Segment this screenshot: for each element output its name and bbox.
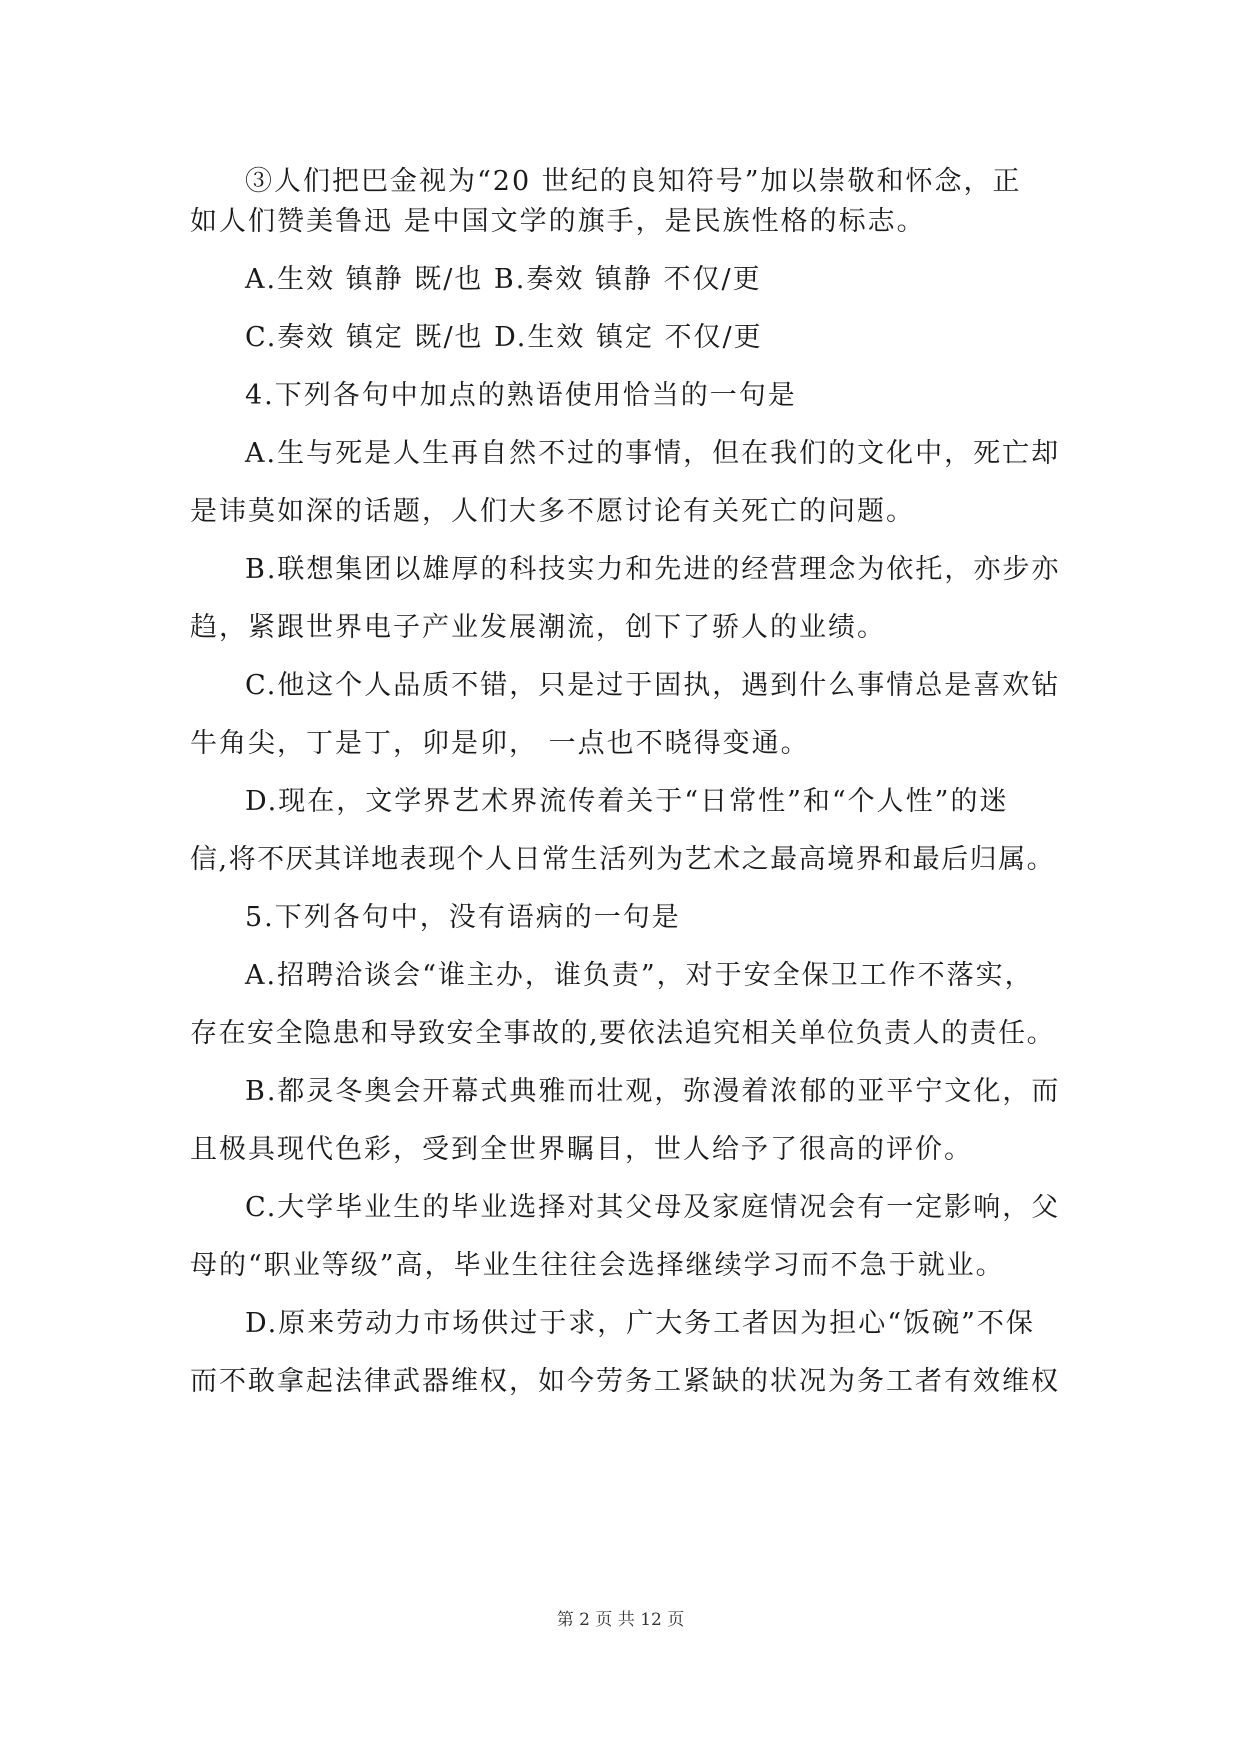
- text-line: ③人们把巴金视为“20 世纪的良知符号”加以崇敬和怀念，正: [245, 166, 1022, 197]
- text-line: 而不敢拿起法律武器维权，如今劳务工紧缺的状况为务工者有效维权: [190, 1366, 1060, 1397]
- option-line: C.奏效 镇定 既/也 D.生效 镇定 不仅/更: [245, 322, 763, 353]
- text-line: 存在安全隐患和导致安全事故的,要依法追究相关单位负责人的责任。: [190, 1018, 1056, 1049]
- option-line: C.大学毕业生的毕业选择对其父母及家庭情况会有一定影响，父: [245, 1192, 1061, 1223]
- question-line: 4.下列各句中加点的熟语使用恰当的一句是: [245, 380, 797, 411]
- option-line: A.招聘洽谈会“谁主办，谁负责”，对于安全保卫工作不落实，: [245, 960, 1034, 991]
- text-line: 如人们赞美鲁迅 是中国文学的旗手，是民族性格的标志。: [190, 206, 926, 237]
- text-line: 牛角尖，丁是丁，卯是卯， 一点也不晓得变通。: [190, 728, 810, 759]
- option-line: A.生与死是人生再自然不过的事情，但在我们的文化中，死亡却: [245, 438, 1061, 469]
- option-line: D.原来劳动力市场供过于求，广大务工者因为担心“饭碗”不保: [245, 1308, 1035, 1339]
- text-line: 趋，紧跟世界电子产业发展潮流，创下了骄人的业绩。: [190, 612, 886, 643]
- option-line: A.生效 镇静 既/也 B.奏效 镇静 不仅/更: [245, 264, 762, 295]
- question-line: 5.下列各句中，没有语病的一句是: [245, 902, 681, 933]
- text-line: 母的“职业等级”高，毕业生往往会选择继续学习而不急于就业。: [190, 1250, 1005, 1281]
- option-line: B.都灵冬奥会开幕式典雅而壮观，弥漫着浓郁的亚平宁文化，而: [245, 1076, 1061, 1107]
- text-line: 是讳莫如深的话题，人们大多不愿讨论有关死亡的问题。: [190, 496, 915, 527]
- option-line: B.联想集团以雄厚的科技实力和先进的经营理念为依托，亦步亦: [245, 554, 1061, 585]
- option-line: C.他这个人品质不错，只是过于固执，遇到什么事情总是喜欢钻: [245, 670, 1061, 701]
- text-line: 信,将不厌其详地表现个人日常生活列为艺术之最高境界和最后归属。: [190, 844, 1056, 875]
- option-line: D.现在，文学界艺术界流传着关于“日常性”和“个人性”的迷: [245, 786, 1009, 817]
- text-line: 且极具现代色彩，受到全世界瞩目，世人给予了很高的评价。: [190, 1134, 973, 1165]
- page-footer: 第 2 页 共 12 页: [556, 1610, 685, 1630]
